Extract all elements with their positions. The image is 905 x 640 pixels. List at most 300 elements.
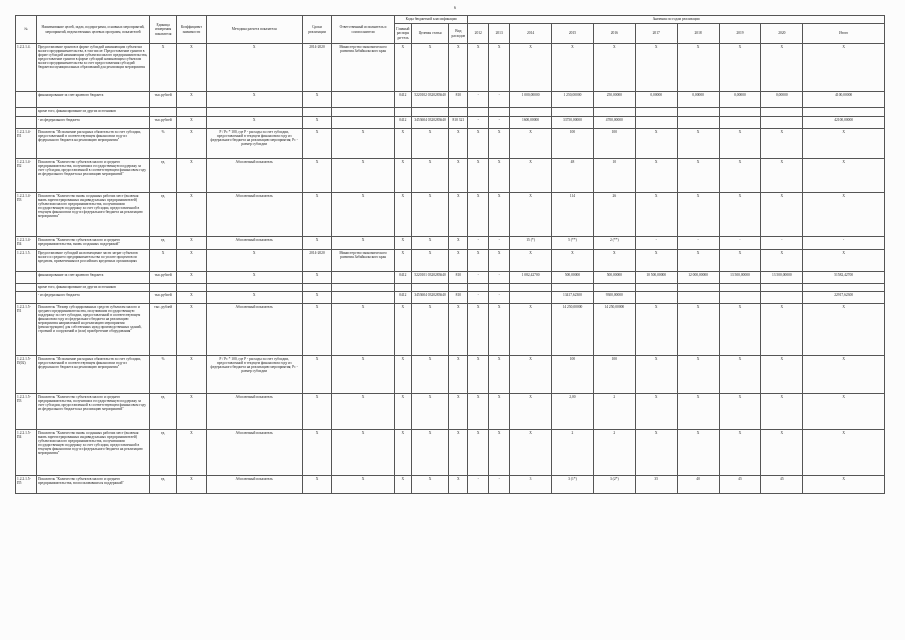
- table-row: [16, 430, 885, 476]
- row-value: Х: [489, 193, 510, 237]
- row-grbs: Х: [394, 193, 411, 237]
- row-value: Х: [635, 193, 677, 237]
- row-coefficient: Х: [177, 292, 206, 304]
- row-name: Показатель "Размер субсидированных средств субъектам малого и среднего предпринимательства, получившим государственную поддержку за счет субсидии, предоставленной в соответствующем финансовом году из федерального бюджета на реализацию мероприятия направленной на реализацию мероприятия (реконструкцию) для собственных нужд производственных зданий, строений и сооружений и (или) приобретение оборудования": [36, 304, 149, 356]
- row-value: Х: [803, 193, 885, 237]
- row-method: Абсолютный показатель: [206, 394, 302, 430]
- row-coefficient: Х: [177, 476, 206, 494]
- row-unit: ед.: [150, 394, 177, 430]
- row-value: 13417,62300: [552, 292, 594, 304]
- row-value: Х: [468, 304, 489, 356]
- row-method: Абсолютный показатель: [206, 476, 302, 494]
- row-number: 1.2.2.1.5-П4: [16, 430, 37, 476]
- row-value: Х: [761, 394, 803, 430]
- row-value: [719, 284, 761, 292]
- row-grbs: 0412: [394, 117, 411, 129]
- row-grbs: 0412: [394, 292, 411, 304]
- row-value: 2: [593, 394, 635, 430]
- row-value: Х: [510, 304, 552, 356]
- header-year: Итого: [803, 24, 885, 44]
- row-value: Х: [489, 304, 510, 356]
- row-value: -: [761, 237, 803, 250]
- row-number: 1.2.2.1.4.: [16, 44, 37, 92]
- row-kvr: 810: [449, 272, 468, 284]
- table-row: [16, 159, 885, 193]
- row-kvr: Х: [449, 44, 468, 92]
- table-row: [16, 394, 885, 430]
- row-value: 45: [761, 476, 803, 494]
- row-executor: Х: [332, 237, 395, 250]
- row-executor: [332, 108, 395, 117]
- row-period: Х: [302, 356, 331, 394]
- row-value: [552, 284, 594, 292]
- row-method: Абсолютный показатель: [206, 193, 302, 237]
- row-grbs: Х: [394, 304, 411, 356]
- row-period: 2014-2020: [302, 250, 331, 272]
- header-name: Наименование целей, задач, подпрограмм, основных мероприятий, мероприятий, ведомственных целевых программ, показателей: [36, 16, 149, 44]
- row-value: [593, 284, 635, 292]
- row-method: Х: [206, 92, 302, 108]
- row-value: Х: [719, 129, 761, 159]
- row-value: -: [468, 237, 489, 250]
- row-method: Х: [206, 272, 302, 284]
- row-name: Показатель "Количество субъектов малого и среднего предпринимательства, вновь созданных поддержкой": [36, 237, 149, 250]
- row-executor: [332, 117, 395, 129]
- row-kvr: 810: [449, 92, 468, 108]
- page-number: 6: [454, 5, 456, 10]
- row-value: -: [719, 237, 761, 250]
- row-value: Х: [510, 250, 552, 272]
- row-number: 1.2.2.1.4-П2: [16, 159, 37, 193]
- row-value: -: [468, 476, 489, 494]
- row-value: Х: [677, 129, 719, 159]
- row-value: 22917,62300: [803, 292, 885, 304]
- row-name: Предоставление субсидий на возмещение части затрат субъектов малого и среднего предпринимательства по уплате процентов по кредитам, привлеченным в российских кредитных организациях: [36, 250, 149, 272]
- row-grbs: [394, 284, 411, 292]
- row-value: 500,00000: [593, 272, 635, 284]
- row-value: [803, 108, 885, 117]
- row-value: 100: [593, 356, 635, 394]
- row-value: 12 000,00000: [677, 272, 719, 284]
- row-value: Х: [761, 304, 803, 356]
- row-value: Х: [719, 356, 761, 394]
- row-number: 1.2.2.1.4-П1: [16, 129, 37, 159]
- row-value: Х: [803, 129, 885, 159]
- row-grbs: Х: [394, 476, 411, 494]
- row-method: Р / Рс * 100, где Р - расходы за счет субсидии, предоставленной в текущем финансовом году из федерального бюджета на реализацию мероприятия; Рс - размер субсидии: [206, 129, 302, 159]
- header-values-group: Значения по годам реализации: [468, 16, 885, 24]
- row-value: 3 (1*): [552, 476, 594, 494]
- row-value: [635, 117, 677, 129]
- row-grbs: Х: [394, 250, 411, 272]
- row-value: Х: [468, 193, 489, 237]
- row-kvr: Х: [449, 129, 468, 159]
- header-num: №: [16, 16, 37, 44]
- row-value: [552, 108, 594, 117]
- row-value: 250,00000: [593, 92, 635, 108]
- row-value: [489, 108, 510, 117]
- header-kvr: Вид расходов: [449, 24, 468, 44]
- row-method: [206, 284, 302, 292]
- row-grbs: 0412: [394, 92, 411, 108]
- row-period: Х: [302, 159, 331, 193]
- row-value: [593, 108, 635, 117]
- row-value: -: [677, 237, 719, 250]
- row-value: [761, 117, 803, 129]
- row-kcs: Х: [411, 394, 449, 430]
- row-value: [510, 284, 552, 292]
- table-row: [16, 44, 885, 92]
- row-period: Х: [302, 193, 331, 237]
- row-period: Х: [302, 476, 331, 494]
- table-row: [16, 292, 885, 304]
- row-number: [16, 292, 37, 304]
- row-value: 1 250,00000: [552, 92, 594, 108]
- row-value: Х: [468, 430, 489, 476]
- row-value: Х: [489, 250, 510, 272]
- row-value: 45: [719, 476, 761, 494]
- row-executor: Х: [332, 304, 395, 356]
- row-value: Х: [803, 44, 885, 92]
- row-number: [16, 108, 37, 117]
- row-kcs: Х: [411, 430, 449, 476]
- row-value: Х: [489, 159, 510, 193]
- table-row: [16, 237, 885, 250]
- row-value: 4100,00000: [803, 92, 885, 108]
- row-kcs: Х: [411, 250, 449, 272]
- row-value: Х: [803, 304, 885, 356]
- row-value: Х: [803, 476, 885, 494]
- row-value: [510, 108, 552, 117]
- header-year: 2020: [761, 24, 803, 44]
- row-value: Х: [593, 44, 635, 92]
- row-value: [510, 292, 552, 304]
- row-kcs: Х: [411, 304, 449, 356]
- header-year: 2014: [510, 24, 552, 44]
- row-value: [677, 292, 719, 304]
- row-value: Х: [803, 430, 885, 476]
- table-row: [16, 117, 885, 129]
- row-executor: Х: [332, 159, 395, 193]
- row-unit: тыс.рублей: [150, 272, 177, 284]
- row-number: 1.2.2.1.5.: [16, 250, 37, 272]
- row-grbs: Х: [394, 44, 411, 92]
- row-period: Х: [302, 272, 331, 284]
- row-executor: Х: [332, 356, 395, 394]
- row-number: 1.2.2.1.5-П5: [16, 476, 37, 494]
- row-kvr: Х: [449, 394, 468, 430]
- row-coefficient: Х: [177, 159, 206, 193]
- row-value: 13 500,00000: [761, 272, 803, 284]
- row-value: Х: [635, 394, 677, 430]
- row-value: Х: [510, 193, 552, 237]
- row-value: [761, 284, 803, 292]
- row-executor: Х: [332, 476, 395, 494]
- row-value: Х: [719, 44, 761, 92]
- row-kvr: Х: [449, 250, 468, 272]
- row-value: [803, 284, 885, 292]
- row-value: 3: [510, 476, 552, 494]
- row-period: Х: [302, 292, 331, 304]
- row-name: финансирование за счет краевого бюджета: [36, 272, 149, 284]
- row-value: [489, 284, 510, 292]
- table-row: [16, 476, 885, 494]
- row-period: [302, 108, 331, 117]
- row-method: Х: [206, 117, 302, 129]
- header-budget-group: Коды бюджетной классификации: [394, 16, 467, 24]
- row-value: Х: [803, 250, 885, 272]
- row-value: Х: [552, 44, 594, 92]
- row-value: Х: [761, 44, 803, 92]
- row-kcs: Х: [411, 193, 449, 237]
- row-value: 500,00000: [552, 272, 594, 284]
- row-value: Х: [761, 356, 803, 394]
- row-kvr: 810 321: [449, 117, 468, 129]
- row-number: 1.2.2.1.4-П3: [16, 193, 37, 237]
- row-value: [719, 292, 761, 304]
- row-value: 0,00000: [677, 92, 719, 108]
- row-kvr: [449, 284, 468, 292]
- row-value: Х: [510, 159, 552, 193]
- row-name: кроме того, финансирование из других источников: [36, 284, 149, 292]
- table-row: [16, 129, 885, 159]
- header-year: 2015: [552, 24, 594, 44]
- row-value: 15 (*): [510, 237, 552, 250]
- row-method: [206, 108, 302, 117]
- row-kcs: Х: [411, 237, 449, 250]
- row-value: Х: [677, 304, 719, 356]
- row-period: Х: [302, 117, 331, 129]
- row-value: Х: [719, 250, 761, 272]
- row-executor: [332, 292, 395, 304]
- row-unit: ед.: [150, 193, 177, 237]
- row-value: Х: [468, 356, 489, 394]
- row-value: [761, 108, 803, 117]
- row-value: -: [468, 92, 489, 108]
- row-value: Х: [489, 394, 510, 430]
- row-value: Х: [761, 129, 803, 159]
- row-kvr: Х: [449, 476, 468, 494]
- row-value: 2 (**): [593, 237, 635, 250]
- row-coefficient: Х: [177, 129, 206, 159]
- row-period: 2014-2020: [302, 44, 331, 92]
- row-value: Х: [489, 129, 510, 159]
- row-value: [719, 117, 761, 129]
- row-value: Х: [510, 430, 552, 476]
- row-executor: Х: [332, 193, 395, 237]
- row-value: Х: [635, 44, 677, 92]
- header-year: 2019: [719, 24, 761, 44]
- row-value: 0,00000: [635, 92, 677, 108]
- row-number: [16, 272, 37, 284]
- row-grbs: Х: [394, 237, 411, 250]
- row-unit: ед.: [150, 237, 177, 250]
- row-value: 0,00000: [761, 92, 803, 108]
- row-kcs: Х: [411, 129, 449, 159]
- row-unit: Х: [150, 44, 177, 92]
- row-number: [16, 117, 37, 129]
- row-coefficient: Х: [177, 44, 206, 92]
- row-name: - из федерального бюджета: [36, 117, 149, 129]
- row-kvr: 810: [449, 292, 468, 304]
- row-value: 1600,00000: [510, 117, 552, 129]
- row-value: 1 000,00000: [510, 92, 552, 108]
- row-value: 4700,00000: [593, 117, 635, 129]
- row-name: Показатель "Исполнение расходных обязательств за счет субсидии, предоставленной в соответствующем финансовом году из федерального бюджета на реализацию мероприятия": [36, 356, 149, 394]
- row-period: Х: [302, 129, 331, 159]
- row-value: 13 500,00000: [719, 272, 761, 284]
- row-value: Х: [635, 356, 677, 394]
- row-value: Х: [593, 250, 635, 272]
- row-value: Х: [761, 250, 803, 272]
- row-name: Показатель "Исполнение расходных обязательств за счет субсидии, предоставленной в соответствующем финансовом году из федерального бюджета на реализацию мероприятия": [36, 129, 149, 159]
- row-value: 114: [552, 193, 594, 237]
- row-value: Х: [761, 193, 803, 237]
- header-year: 2016: [593, 24, 635, 44]
- row-kcs: [411, 108, 449, 117]
- table-row: [16, 193, 885, 237]
- row-unit: Х: [150, 250, 177, 272]
- row-kvr: [449, 108, 468, 117]
- row-kvr: Х: [449, 304, 468, 356]
- row-name: Показатель "Количество субъектов малого и среднего предпринимательства, получивших государственную поддержку за счет субсидии, предоставленной в соответствующем финансовом году из федерального бюджета на реализацию мероприятий": [36, 394, 149, 430]
- header-kcs: Целевая статья: [411, 24, 449, 44]
- row-kvr: Х: [449, 159, 468, 193]
- row-value: Х: [468, 250, 489, 272]
- row-value: Х: [510, 394, 552, 430]
- row-method: Абсолютный показатель: [206, 237, 302, 250]
- header-executor: Ответственный исполнитель и соисполнители: [332, 16, 395, 44]
- row-grbs: Х: [394, 356, 411, 394]
- row-period: Х: [302, 394, 331, 430]
- row-value: Х: [803, 394, 885, 430]
- row-unit: %: [150, 356, 177, 394]
- header-year: 2013: [489, 24, 510, 44]
- row-value: Х: [468, 129, 489, 159]
- row-period: Х: [302, 237, 331, 250]
- row-kcs: Х: [411, 356, 449, 394]
- row-grbs: Х: [394, 129, 411, 159]
- row-value: 10 500,00000: [635, 272, 677, 284]
- header-grbs: Главный распоряди-тель: [394, 24, 411, 44]
- row-grbs: 0412: [394, 272, 411, 284]
- row-kvr: Х: [449, 430, 468, 476]
- row-value: -: [635, 237, 677, 250]
- row-unit: [150, 284, 177, 292]
- row-name: Показатель "Количество субъектов малого и среднего предпринимательства, получивших государственную поддержку за счет субсидии, предоставленной в соответствующем финансовом году из федерального бюджета на реализацию мероприятий": [36, 159, 149, 193]
- row-unit: ед.: [150, 159, 177, 193]
- row-value: 10: [593, 159, 635, 193]
- row-executor: [332, 92, 395, 108]
- row-value: Х: [468, 159, 489, 193]
- row-value: [677, 108, 719, 117]
- row-value: Х: [677, 159, 719, 193]
- row-value: [635, 108, 677, 117]
- row-coefficient: [177, 284, 206, 292]
- row-executor: Х: [332, 430, 395, 476]
- row-value: Х: [761, 430, 803, 476]
- row-coefficient: Х: [177, 430, 206, 476]
- table-row: [16, 108, 885, 117]
- row-value: 9300,00000: [593, 292, 635, 304]
- row-method: Абсолютный показатель: [206, 430, 302, 476]
- row-value: 48: [552, 159, 594, 193]
- header-year: 2017: [635, 24, 677, 44]
- row-unit: тыс.рублей: [150, 117, 177, 129]
- row-period: Х: [302, 430, 331, 476]
- row-name: финансирование за счет краевого бюджета: [36, 92, 149, 108]
- row-method: Х: [206, 250, 302, 272]
- row-grbs: Х: [394, 159, 411, 193]
- row-value: 42100,00000: [803, 117, 885, 129]
- row-executor: Министерство экономического развития Забайкальского края: [332, 44, 395, 92]
- row-executor: Министерство экономического развития Забайкальского края: [332, 250, 395, 272]
- row-coefficient: Х: [177, 92, 206, 108]
- row-value: Х: [635, 250, 677, 272]
- row-period: Х: [302, 304, 331, 356]
- row-value: Х: [719, 394, 761, 430]
- row-coefficient: Х: [177, 272, 206, 284]
- row-kcs: 5220101 0320283640: [411, 272, 449, 284]
- row-coefficient: Х: [177, 394, 206, 430]
- row-value: Х: [677, 193, 719, 237]
- table-row: [16, 250, 885, 272]
- row-name: - из федерального бюджета: [36, 292, 149, 304]
- row-value: [468, 284, 489, 292]
- row-value: Х: [635, 304, 677, 356]
- row-value: 33750,00000: [552, 117, 594, 129]
- row-value: -: [489, 92, 510, 108]
- row-grbs: Х: [394, 430, 411, 476]
- header-year: 2012: [468, 24, 489, 44]
- row-value: Х: [677, 250, 719, 272]
- row-value: Х: [677, 394, 719, 430]
- row-value: [635, 292, 677, 304]
- row-kcs: Х: [411, 159, 449, 193]
- table-row: [16, 272, 885, 284]
- row-method: Абсолютный показатель: [206, 304, 302, 356]
- row-value: 2: [593, 430, 635, 476]
- row-value: [719, 108, 761, 117]
- row-value: Х: [719, 304, 761, 356]
- row-value: Х: [510, 129, 552, 159]
- row-unit: тыс.рублей: [150, 92, 177, 108]
- row-value: -: [489, 476, 510, 494]
- row-name: Показатель "Количество вновь созданных рабочих мест (включая вновь зарегистрированных индивидуальных предпринимателей) субъектами малого предпринимательства, получившими государственную поддержку за счет субсидии, предоставленной в текущем финансовом году из федерального бюджета на реализацию мероприятия": [36, 193, 149, 237]
- row-coefficient: Х: [177, 356, 206, 394]
- row-unit: тыс.рублей: [150, 292, 177, 304]
- row-unit: %: [150, 129, 177, 159]
- row-kcs: 3453604 0320283640: [411, 292, 449, 304]
- row-name: Показатель "Количество субъектов малого и среднего предпринимательства, воспользовавшихся поддержкой": [36, 476, 149, 494]
- row-grbs: Х: [394, 394, 411, 430]
- row-value: Х: [719, 159, 761, 193]
- row-value: 51582,42700: [803, 272, 885, 284]
- row-value: Х: [468, 44, 489, 92]
- row-value: 5 (**): [552, 237, 594, 250]
- row-value: -: [468, 272, 489, 284]
- row-value: [677, 284, 719, 292]
- header-period: Сроки реализации: [302, 16, 331, 44]
- row-value: 3 (2*): [593, 476, 635, 494]
- row-name: Показатель "Количество вновь созданных рабочих мест (включая вновь зарегистрированных индивидуальных предпринимателей) субъектами малого предпринимательства, получившими государственную поддержку за счет субсидии, предоставленной в текущем финансовом году из федерального бюджета на реализацию мероприятия": [36, 430, 149, 476]
- row-name: кроме того, финансирование из других источников: [36, 108, 149, 117]
- row-value: 2,00: [552, 394, 594, 430]
- row-value: Х: [489, 356, 510, 394]
- row-value: Х: [677, 44, 719, 92]
- row-grbs: [394, 108, 411, 117]
- row-value: [635, 284, 677, 292]
